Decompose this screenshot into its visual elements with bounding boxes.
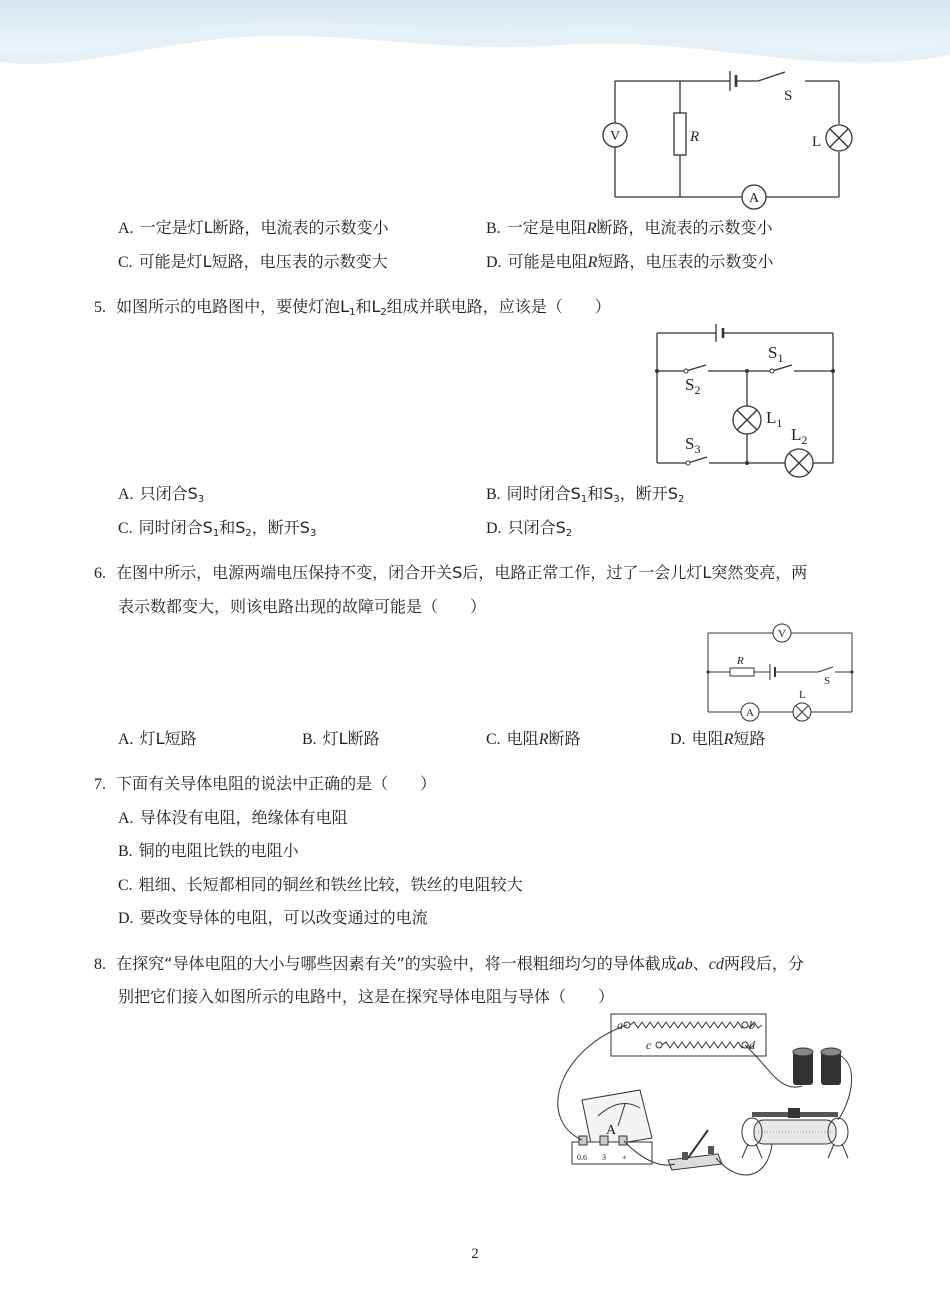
q6-circuit-diagram (700, 620, 860, 725)
page-number: 2 (471, 1246, 479, 1262)
question-number: 5. (94, 299, 106, 316)
q7-option-a[interactable] (118, 808, 348, 829)
option-text-italic: R (586, 220, 597, 237)
stem-text: 在探究“导体电阻的大小与哪些因素有关”的实验中，将一根粗细均匀的导体截成 (116, 954, 677, 973)
option-label: A. (118, 486, 134, 503)
option-text: 同时闭合S (506, 484, 581, 503)
option-text: ，断开S (619, 484, 678, 503)
q8-terminal-3: 3 (602, 1153, 606, 1162)
q6-voltmeter-letter: V (778, 628, 786, 640)
q5-option-c[interactable] (118, 518, 316, 544)
q6-stem-line1 (94, 563, 807, 584)
option-text: 同时闭合S (138, 518, 213, 537)
q5-option-b[interactable] (486, 484, 684, 510)
option-text: 和S (587, 484, 614, 503)
q4-ammeter-letter: A (748, 191, 760, 206)
option-text: 只闭合S (507, 518, 566, 537)
q6-option-c[interactable] (486, 729, 580, 750)
question-number: 8. (94, 956, 106, 973)
subscript: 2 (677, 494, 685, 505)
option-text: ，断开S (251, 518, 310, 537)
q5-l2-label: $L_2$ (791, 425, 808, 447)
option-text: 电阻 (691, 729, 724, 748)
option-text: 铜的电阻比铁的电阻小 (138, 841, 299, 860)
option-text: 断路 (548, 729, 581, 748)
option-label: D. (486, 520, 502, 537)
q5-l1-label: $L_1$ (766, 408, 783, 430)
option-label: C. (486, 731, 501, 748)
question-number: 7. (94, 776, 106, 793)
stem-text: 下面有关导体电阻的说法中正确的是（ ） (116, 774, 437, 793)
header-wave-decoration (0, 0, 950, 70)
q4-circuit-diagram (590, 62, 870, 212)
stem-text: 、 (692, 954, 709, 973)
stem-italic: cd (708, 956, 724, 973)
option-text: 断路，电流表的示数变小 (596, 218, 773, 237)
q8-wire (716, 1144, 772, 1175)
subscript: 1 (212, 528, 220, 539)
option-label: B. (486, 220, 501, 237)
q5-stem (94, 297, 611, 323)
q4-switch-label: S (784, 88, 793, 104)
option-text: 灯L断路 (322, 729, 380, 748)
q5-s1-label: $S_1$ (768, 343, 784, 365)
q6-stem-line2: 表示数都变大，则该电路出现的故障可能是（ ） (118, 597, 487, 616)
q8-ammeter-letter: A (606, 1123, 617, 1138)
option-label: D. (486, 254, 502, 271)
subscript: 3 (613, 494, 620, 505)
q8-batteries (793, 1048, 841, 1085)
option-text: 短路，电压表的示数变小 (597, 252, 774, 271)
option-text: 一定是电阻 (506, 218, 587, 237)
option-text: 导体没有电阻，绝缘体有电阻 (139, 808, 348, 827)
q5-s3-label: $S_3$ (685, 434, 701, 456)
q6-resistor-label: R (737, 655, 744, 667)
q5-circuit-diagram (640, 318, 850, 483)
q6-switch-label: S (824, 675, 831, 687)
q4-option-a[interactable] (118, 218, 388, 239)
option-text: 短路 (733, 729, 766, 748)
option-text: 要改变导体的电阻，可以改变通过的电流 (139, 908, 428, 927)
q4-resistor (674, 113, 686, 155)
q5-s2-label: $S_2$ (685, 375, 701, 397)
q7-option-b[interactable] (118, 841, 299, 862)
option-text: 和S (219, 518, 246, 537)
option-text-italic: R (587, 254, 598, 271)
q5-option-d[interactable] (486, 518, 572, 544)
q8-label-a: a (617, 1018, 623, 1032)
option-label: A. (118, 731, 134, 748)
q6-lamp-label: L (799, 689, 806, 701)
option-text-italic: R (538, 731, 549, 748)
stem-text: 如图所示的电路图中，要使灯泡L (116, 297, 350, 316)
q6-resistor (730, 668, 754, 676)
q8-experiment-diagram (540, 1008, 860, 1188)
q4-voltmeter-letter: V (609, 129, 621, 144)
q8-rheostat (742, 1108, 848, 1158)
subscript: 2 (380, 307, 387, 318)
q8-terminal-06: 0.6 (577, 1153, 587, 1162)
stem-text: 和L (355, 297, 381, 316)
option-text: 粗细、长短都相同的铜丝和铁丝比较，铁丝的电阻较大 (138, 875, 523, 894)
q4-option-c[interactable] (118, 252, 388, 273)
q6-ammeter-letter: A (746, 707, 754, 719)
option-label: C. (118, 254, 133, 271)
option-label: B. (486, 486, 501, 503)
q5-option-a[interactable] (118, 484, 204, 510)
q6-option-d[interactable] (670, 729, 765, 750)
q6-option-a[interactable] (118, 729, 196, 750)
subscript: 3 (309, 528, 317, 539)
option-text: 只闭合S (139, 484, 198, 503)
stem-text: 两段后，分 (723, 954, 804, 973)
q8-label-c: c (646, 1038, 652, 1052)
subscript: 1 (580, 494, 588, 505)
q8-stem-line1 (94, 954, 804, 975)
option-label: B. (118, 843, 133, 860)
option-label: D. (118, 910, 134, 927)
q8-knife-switch (668, 1130, 722, 1170)
q8-label-b: b (749, 1018, 755, 1032)
option-text: 一定是灯L断路，电流表的示数变小 (139, 218, 389, 237)
option-label: D. (670, 731, 686, 748)
subscript: 2 (245, 528, 252, 539)
subscript: 2 (565, 528, 573, 539)
q4-option-b[interactable] (486, 218, 772, 239)
subscript: 1 (349, 307, 356, 318)
option-label: A. (118, 220, 134, 237)
question-number: 6. (94, 565, 106, 582)
q4-lamp-label: L (812, 134, 822, 150)
q4-option-d[interactable] (486, 252, 773, 273)
option-text: 灯L短路 (139, 729, 197, 748)
stem-text: 组成并联电路，应该是（ ） (386, 297, 611, 316)
option-text: 电阻 (506, 729, 539, 748)
stem-text: 在图中所示，电源两端电压保持不变，闭合开关S后，电路正常工作，过了一会儿灯L突然变亮，两 (116, 563, 808, 582)
option-label: B. (302, 731, 317, 748)
subscript: 3 (197, 494, 205, 505)
option-text: 可能是灯L短路，电压表的示数变大 (138, 252, 388, 271)
q4-resistor-label: R (690, 129, 700, 145)
q8-stem-line2: 别把它们接入如图所示的电路中，这是在探究导体电阻与导体（ ） (118, 987, 615, 1006)
option-text-italic: R (723, 731, 734, 748)
option-label: A. (118, 810, 134, 827)
q8-terminal-plus: + (622, 1153, 627, 1162)
stem-italic: ab (676, 956, 693, 973)
option-label: C. (118, 877, 133, 894)
q7-option-d[interactable] (118, 908, 428, 929)
option-text: 可能是电阻 (507, 252, 588, 271)
q6-option-b[interactable] (302, 729, 380, 750)
q7-stem (94, 774, 436, 795)
option-label: C. (118, 520, 133, 537)
q7-option-c[interactable] (118, 875, 523, 896)
q8-label-d: d (749, 1038, 755, 1052)
q8-wire-board (611, 1014, 766, 1056)
